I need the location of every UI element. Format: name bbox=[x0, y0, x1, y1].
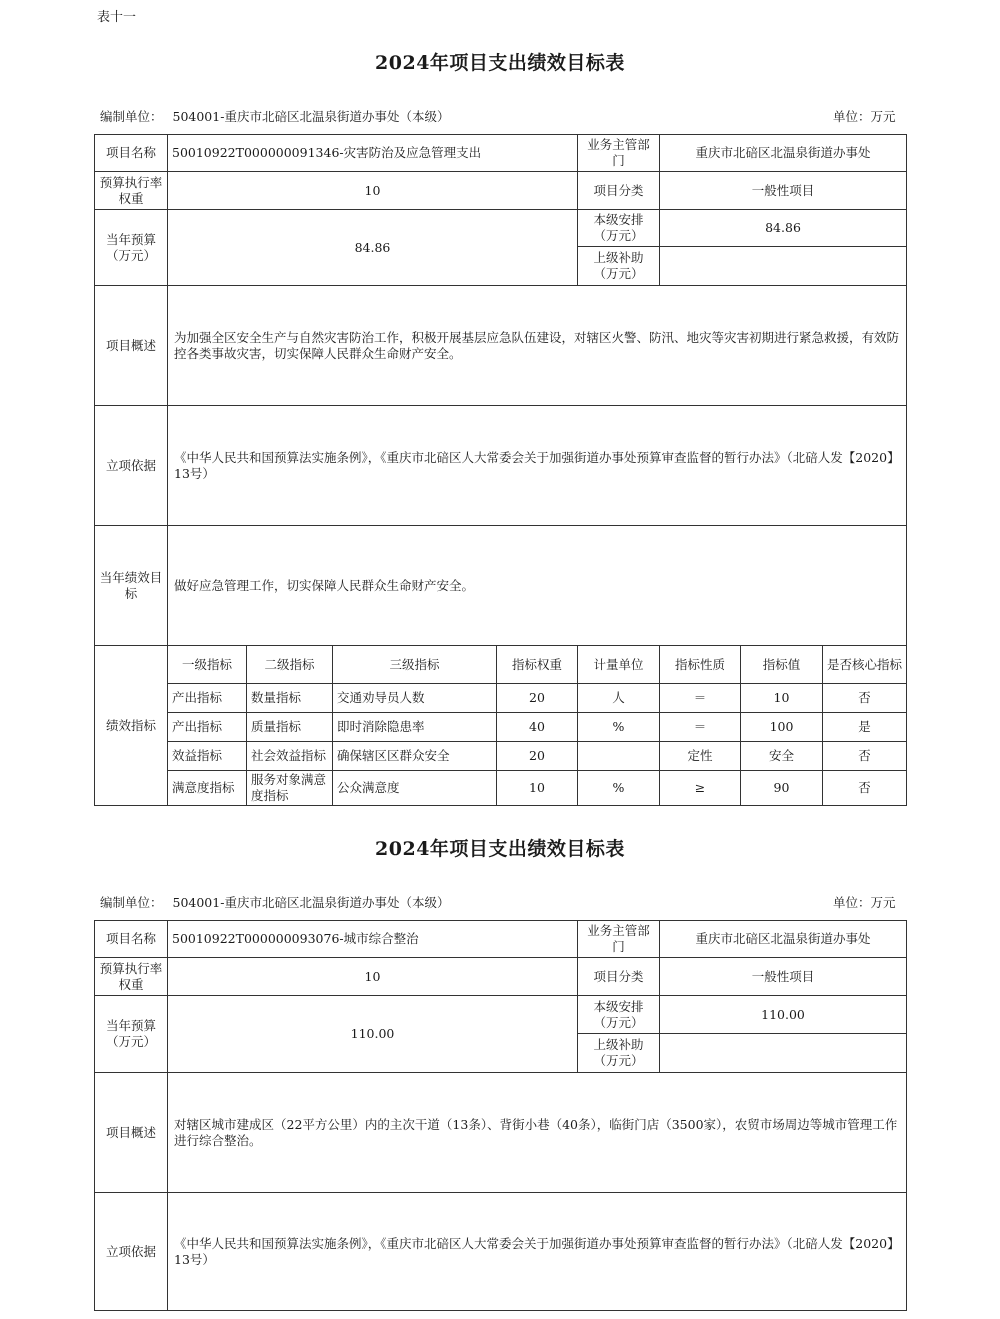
upper bbox=[660, 247, 907, 286]
table-row bbox=[95, 684, 907, 713]
basis: 《中华人民共和国预算法实施条例》，《重庆市北碚区人大常委会关于加强街道办事处预算审查监督的暂行办法》（北碚人发【2020】13号） bbox=[168, 406, 907, 526]
table1-grid bbox=[94, 134, 907, 806]
cell: 10 bbox=[497, 771, 578, 806]
cell: % bbox=[578, 771, 660, 806]
indicator-header: 三级指标 bbox=[333, 646, 497, 684]
cell: 交通劝导员人数 bbox=[333, 684, 497, 713]
category: 一般性项目 bbox=[660, 172, 907, 210]
indicator-header: 二级指标 bbox=[247, 646, 333, 684]
cell: 质量指标 bbox=[247, 713, 333, 742]
table1-unit: 单位：万元 bbox=[833, 109, 896, 124]
cell: 20 bbox=[497, 684, 578, 713]
cell: 定性 bbox=[660, 742, 741, 771]
cell: 90 bbox=[741, 771, 823, 806]
label-project-name: 项目名称 bbox=[95, 135, 168, 172]
cell: 否 bbox=[823, 771, 907, 806]
cell: ≥ bbox=[660, 771, 741, 806]
table1-title: 2024年项目支出绩效目标表 bbox=[375, 52, 625, 74]
label-budget: 当年预算（万元） bbox=[95, 210, 168, 286]
cell: 人 bbox=[578, 684, 660, 713]
dept: 重庆市北碚区北温泉街道办事处 bbox=[660, 921, 907, 958]
cell: 效益指标 bbox=[168, 742, 247, 771]
goal: 做好应急管理工作，切实保障人民群众生命财产安全。 bbox=[168, 526, 907, 646]
cell: 是 bbox=[823, 713, 907, 742]
weight: 10 bbox=[168, 172, 578, 210]
project-name: 50010922T000000093076-城市综合整治 bbox=[168, 921, 578, 958]
indicator-header: 指标值 bbox=[741, 646, 823, 684]
overview: 为加强全区安全生产与自然灾害防治工作，积极开展基层应急队伍建设，对辖区火警、防汛、地灾等灾害初期进行紧急救援，有效防控各类事故灾害，切实保障人民群众生命财产安全。 bbox=[168, 286, 907, 406]
table1-org bbox=[100, 107, 449, 125]
label-basis: 立项依据 bbox=[95, 1193, 168, 1311]
cell: 服务对象满意度指标 bbox=[247, 771, 333, 806]
label-overview: 项目概述 bbox=[95, 1073, 168, 1193]
local: 110.00 bbox=[660, 996, 907, 1034]
label-overview: 项目概述 bbox=[95, 286, 168, 406]
corner-label: 表十一 bbox=[97, 10, 137, 25]
table-row bbox=[95, 771, 907, 806]
table-row bbox=[95, 742, 907, 771]
org-label: 编制单位： bbox=[100, 109, 163, 124]
label-indicators: 绩效指标 bbox=[95, 646, 168, 806]
cell: ＝ bbox=[660, 713, 741, 742]
label-dept: 业务主管部门 bbox=[578, 135, 660, 172]
project-name: 50010922T000000091346-灾害防治及应急管理支出 bbox=[168, 135, 578, 172]
budget: 110.00 bbox=[168, 996, 578, 1073]
label-category: 项目分类 bbox=[578, 958, 660, 996]
indicator-header: 指标权重 bbox=[497, 646, 578, 684]
label-upper: 上级补助（万元） bbox=[578, 247, 660, 286]
table2-unit: 单位：万元 bbox=[833, 895, 896, 910]
dept: 重庆市北碚区北温泉街道办事处 bbox=[660, 135, 907, 172]
budget: 84.86 bbox=[168, 210, 578, 286]
upper bbox=[660, 1034, 907, 1073]
label-dept: 业务主管部门 bbox=[578, 921, 660, 958]
cell: 满意度指标 bbox=[168, 771, 247, 806]
cell bbox=[578, 742, 660, 771]
cell: 否 bbox=[823, 742, 907, 771]
cell: 社会效益指标 bbox=[247, 742, 333, 771]
cell: % bbox=[578, 713, 660, 742]
indicator-header: 指标性质 bbox=[660, 646, 741, 684]
cell: 数量指标 bbox=[247, 684, 333, 713]
label-basis: 立项依据 bbox=[95, 406, 168, 526]
cell: 100 bbox=[741, 713, 823, 742]
weight: 10 bbox=[168, 958, 578, 996]
org-value: 504001-重庆市北碚区北温泉街道办事处（本级） bbox=[172, 895, 450, 910]
label-budget: 当年预算（万元） bbox=[95, 996, 168, 1073]
indicator-header: 一级指标 bbox=[168, 646, 247, 684]
category: 一般性项目 bbox=[660, 958, 907, 996]
cell: 确保辖区区群众安全 bbox=[333, 742, 497, 771]
indicator-header: 计量单位 bbox=[578, 646, 660, 684]
table2-org bbox=[100, 893, 449, 911]
basis: 《中华人民共和国预算法实施条例》，《重庆市北碚区人大常委会关于加强街道办事处预算审查监督的暂行办法》（北碚人发【2020】13号） bbox=[168, 1193, 907, 1311]
label-weight: 预算执行率权重 bbox=[95, 958, 168, 996]
label-weight: 预算执行率权重 bbox=[95, 172, 168, 210]
org-label: 编制单位： bbox=[100, 895, 163, 910]
cell: 产出指标 bbox=[168, 684, 247, 713]
indicator-header: 是否核心指标 bbox=[823, 646, 907, 684]
table2-title: 2024年项目支出绩效目标表 bbox=[375, 838, 625, 860]
table2-grid bbox=[94, 920, 907, 1311]
cell: 20 bbox=[497, 742, 578, 771]
cell: 即时消除隐患率 bbox=[333, 713, 497, 742]
cell: 否 bbox=[823, 684, 907, 713]
cell: 10 bbox=[741, 684, 823, 713]
cell: 公众满意度 bbox=[333, 771, 497, 806]
cell: 安全 bbox=[741, 742, 823, 771]
label-local: 本级安排（万元） bbox=[578, 996, 660, 1034]
table-row bbox=[95, 713, 907, 742]
label-project-name: 项目名称 bbox=[95, 921, 168, 958]
cell: 产出指标 bbox=[168, 713, 247, 742]
label-upper: 上级补助（万元） bbox=[578, 1034, 660, 1073]
org-value: 504001-重庆市北碚区北温泉街道办事处（本级） bbox=[172, 109, 450, 124]
label-goal: 当年绩效目标 bbox=[95, 526, 168, 646]
cell: ＝ bbox=[660, 684, 741, 713]
overview: 对辖区城市建成区（22平方公里）内的主次干道（13条）、背街小巷（40条），临街门店（3500家），农贸市场周边等城市管理工作进行综合整治。 bbox=[168, 1073, 907, 1193]
label-local: 本级安排（万元） bbox=[578, 210, 660, 247]
cell: 40 bbox=[497, 713, 578, 742]
label-category: 项目分类 bbox=[578, 172, 660, 210]
local: 84.86 bbox=[660, 210, 907, 247]
